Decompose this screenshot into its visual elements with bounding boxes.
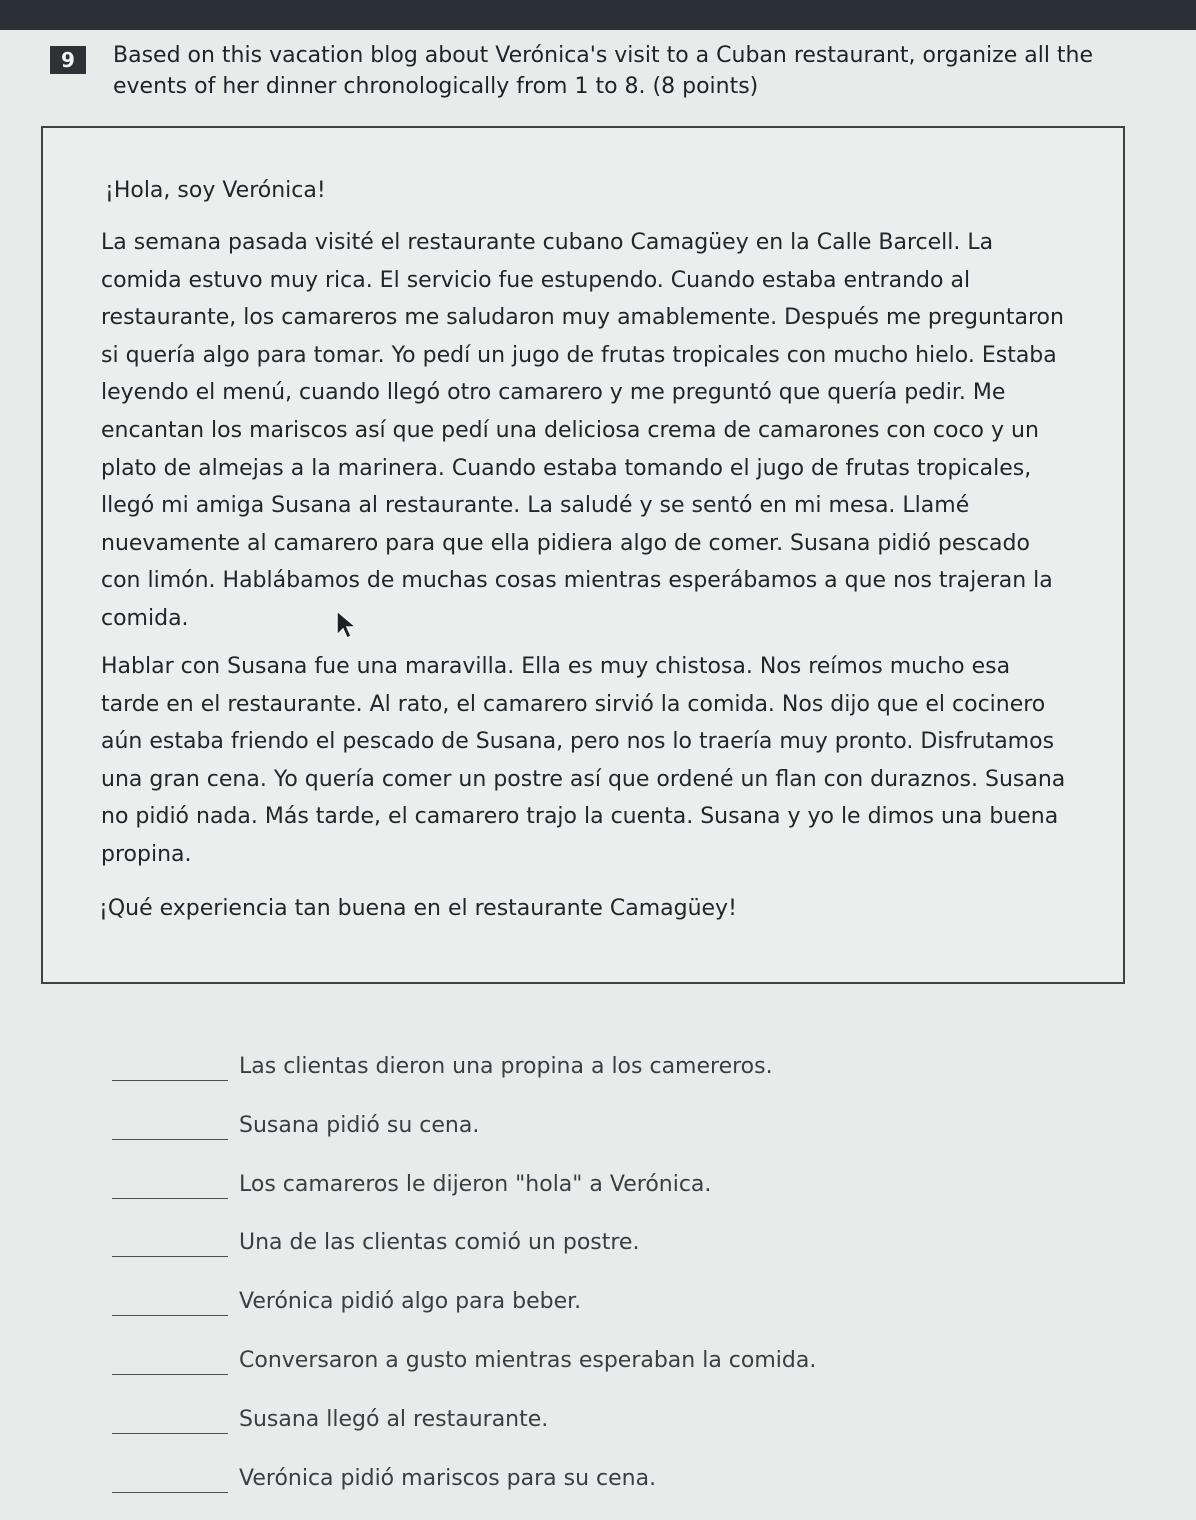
screen-bezel <box>0 0 1196 30</box>
mouse-pointer-icon <box>335 610 361 640</box>
event-text: Verónica pidió algo para beber. <box>239 1289 582 1315</box>
event-item-8 <box>112 1462 1112 1520</box>
order-blank[interactable] <box>112 1139 228 1140</box>
order-blank[interactable] <box>112 1492 228 1493</box>
event-item-6 <box>112 1344 1112 1403</box>
blog-paragraph-1: La semana pasada visité el restaurante cubano Camagüey en la Calle Barcell. La comida estuvo muy rica. El servicio fue estupendo. Cuando estaba entrando al restaurante, los camareros me saludaron muy amablemente. Después me preguntaron si quería algo para tomar. Yo pedí un jugo de frutas tropicales con mucho hielo. Estaba leyendo el menú, cuando llegó otro camarero y me preguntó que quería pedir. Me encantan los mariscos así que pedí una deliciosa crema de camarones con coco y un plato de almejas a la marinera. Cuando estaba tomando el jugo de frutas tropicales, llegó mi amiga Susana al restaurante. La saludé y se sentó en mi mesa. Llamé nuevamente al camarero para que ella pidiera algo de comer. Susana pidió pescado con limón. Hablábamos de muchas cosas mientras esperábamos a que nos trajeran la comida. <box>101 230 1064 631</box>
blog-paragraph-2: Hablar con Susana fue una maravilla. Ella es muy chistosa. Nos reímos mucho esa tarde en el restaurante. Al rato, el camarero sirvió la comida. Nos dijo que el cocinero aún estaba friendo el pescado de Susana, pero nos lo traería muy pronto. Disfrutamos una gran cena. Yo quería comer un postre así que ordené un flan con duraznos. Susana no pidió nada. Más tarde, el camarero trajo la cuenta. Susana y yo le dimos una buena propina. <box>101 654 1066 867</box>
order-blank[interactable] <box>112 1198 228 1199</box>
event-item-2 <box>112 1109 1112 1168</box>
event-text: Verónica pidió mariscos para su cena. <box>239 1465 657 1491</box>
blog-text-box <box>41 126 1125 984</box>
event-text: Las clientas dieron una propina a los camereros. <box>239 1054 773 1079</box>
event-text: Susana llegó al restaurante. <box>239 1406 549 1432</box>
event-text: Los camareros le dijeron "hola" a Verónica. <box>239 1171 712 1197</box>
event-text: Una de las clientas comió un postre. <box>239 1230 640 1256</box>
order-blank[interactable] <box>112 1080 228 1081</box>
event-item-1 <box>112 1050 1112 1109</box>
blog-greeting: ¡Hola, soy Verónica! <box>105 178 326 203</box>
order-blank[interactable] <box>112 1256 228 1257</box>
order-blank[interactable] <box>112 1433 228 1434</box>
event-text: Susana pidió su cena. <box>239 1112 480 1138</box>
event-item-3 <box>112 1168 1112 1227</box>
event-item-5 <box>112 1285 1112 1344</box>
event-text: Conversaron a gusto mientras esperaban la comida. <box>239 1347 817 1373</box>
events-list <box>112 1050 1112 1520</box>
question-prompt: Based on this vacation blog about Verónica's visit to a Cuban restaurant, organize all the events of her dinner chronologically from 1 to 8. (8 points) <box>113 43 1094 99</box>
question-number-badge: 9 <box>50 46 86 74</box>
blog-closing: ¡Qué experiencia tan buena en el restaurante Camagüey! <box>99 896 737 921</box>
order-blank[interactable] <box>112 1374 228 1375</box>
order-blank[interactable] <box>112 1315 228 1316</box>
event-item-7 <box>112 1403 1112 1462</box>
event-item-4 <box>112 1226 1112 1285</box>
